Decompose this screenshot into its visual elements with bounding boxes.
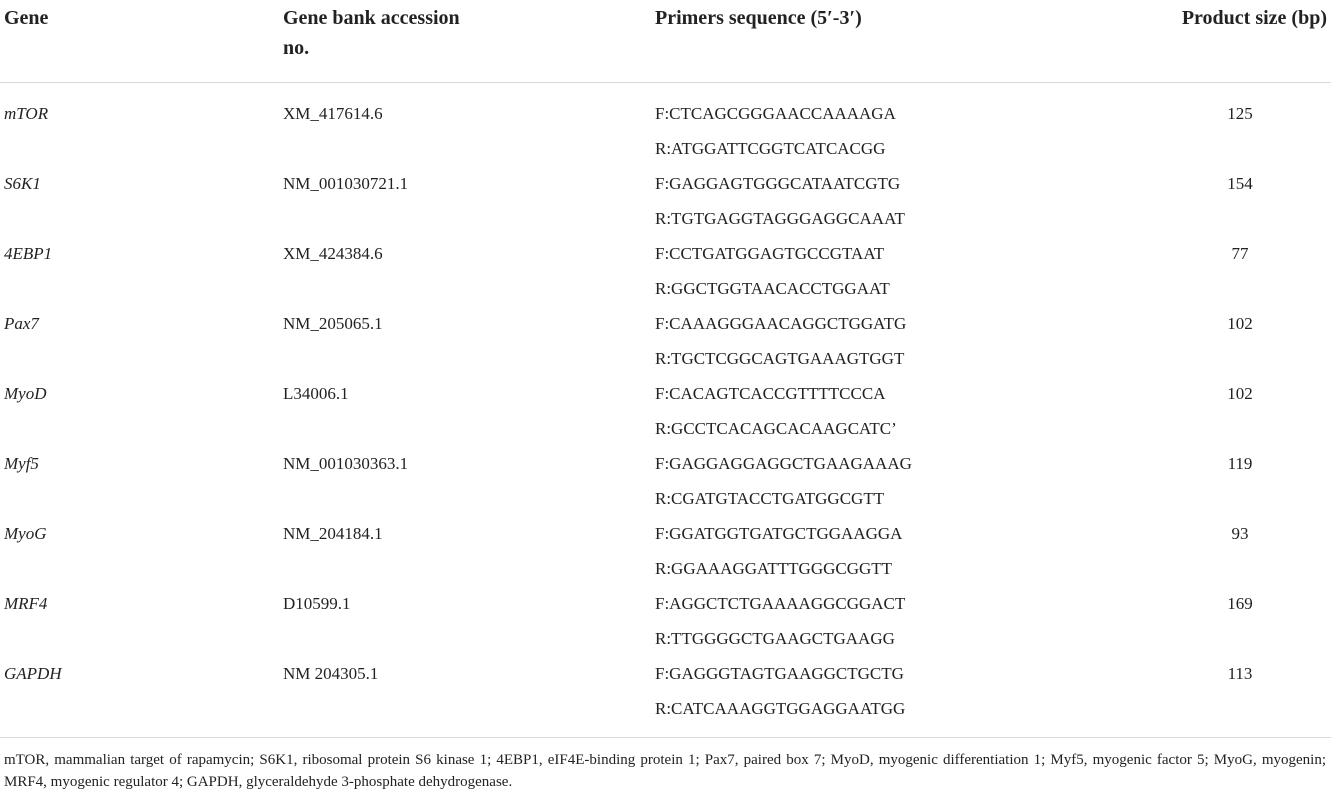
gene-name: MyoG (4, 524, 47, 543)
header-size: Product size (bp) (1181, 7, 1327, 29)
product-size: 77 (1231, 244, 1249, 263)
table-header (0, 0, 1331, 83)
product-size: 102 (1227, 314, 1253, 333)
accession-number: NM_205065.1 (283, 314, 383, 333)
forward-primer: F:GAGGAGTGGGCATAATCGTG (655, 174, 901, 193)
primer-sequences (655, 446, 912, 516)
accession-number: NM_204184.1 (283, 524, 383, 543)
accession-number: XM_417614.6 (283, 104, 383, 123)
reverse-primer: R:GGCTGGTAACACCTGGAAT (655, 279, 890, 298)
primer-sequences (655, 656, 905, 726)
table-row (0, 166, 1331, 236)
header-primers: Primers sequence (5′-3′) (655, 7, 862, 29)
reverse-primer: R:GGAAAGGATTTGGGCGGTT (655, 559, 893, 578)
primer-sequences (655, 516, 902, 586)
forward-primer: F:AGGCTCTGAAAAGGCGGACT (655, 594, 906, 613)
primer-sequences (655, 586, 905, 656)
gene-name: Myf5 (4, 454, 39, 473)
primer-sequences (655, 306, 906, 376)
gene-name: MRF4 (4, 594, 48, 613)
reverse-primer: R:CGATGTACCTGATGGCGTT (655, 489, 885, 508)
gene-name: MyoD (4, 384, 47, 403)
accession-number: D10599.1 (283, 594, 351, 613)
accession-number: L34006.1 (283, 384, 349, 403)
product-size: 154 (1227, 174, 1253, 193)
gene-name: S6K1 (4, 174, 41, 193)
product-size: 113 (1227, 664, 1253, 683)
primer-sequences (655, 236, 890, 306)
table-bottom-rule (0, 737, 1331, 738)
reverse-primer: R:GCCTCACAGCACAAGCATC’ (655, 419, 897, 438)
accession-number: NM_001030363.1 (283, 454, 409, 473)
table-row (0, 586, 1331, 656)
table-row (0, 376, 1331, 446)
forward-primer: F:GAGGGTAGTGAAGGCTGCTG (655, 664, 904, 683)
table-footnote: mTOR, mammalian target of rapamycin; S6K1, ribosomal protein S6 kinase 1; 4EBP1, eIF4E-binding protein 1; Pax7, paired box 7; MyoD, myogenic differentiation 1; Myf5, myogenic factor 5; MyoG, myogenin; MRF4, myogenic regulator 4; GAPDH, glyceraldehyde 3-phosphate dehydrogenase. (4, 752, 1326, 790)
accession-number: NM 204305.1 (283, 664, 379, 683)
table-row (0, 306, 1331, 376)
table-row (0, 236, 1331, 306)
primer-sequences (655, 376, 897, 446)
gene-name: GAPDH (4, 664, 62, 683)
forward-primer: F:CAAAGGGAACAGGCTGGATG (655, 314, 907, 333)
gene-name: 4EBP1 (4, 244, 53, 263)
gene-name: Pax7 (4, 314, 39, 333)
reverse-primer: R:CATCAAAGGTGGAGGAATGG (655, 699, 906, 718)
gene-name: mTOR (4, 104, 49, 123)
accession-number: XM_424384.6 (283, 244, 383, 263)
forward-primer: F:CACAGTCACCGTTTTCCCA (655, 384, 886, 403)
reverse-primer: R:TTGGGGCTGAAGCTGAAGG (655, 629, 895, 648)
primer-sequences (655, 96, 896, 166)
forward-primer: F:CTCAGCGGGAACCAAAAGA (655, 104, 896, 123)
reverse-primer: R:ATGGATTCGGTCATCACGG (655, 139, 886, 158)
table-row (0, 516, 1331, 586)
forward-primer: F:GAGGAGGAGGCTGAAGAAAG (655, 454, 912, 473)
header-gene: Gene (4, 7, 49, 29)
header-accession: Gene bank accession no. (283, 7, 460, 59)
product-size: 125 (1227, 104, 1253, 123)
table-row (0, 446, 1331, 516)
table-body (0, 96, 1331, 726)
table-row (0, 656, 1331, 726)
table-row (0, 96, 1331, 166)
product-size: 93 (1231, 524, 1249, 543)
primer-sequences (655, 166, 905, 236)
product-size: 119 (1227, 454, 1253, 473)
forward-primer: F:CCTGATGGAGTGCCGTAAT (655, 244, 885, 263)
forward-primer: F:GGATGGTGATGCTGGAAGGA (655, 524, 903, 543)
reverse-primer: R:TGCTCGGCAGTGAAAGTGGT (655, 349, 905, 368)
reverse-primer: R:TGTGAGGTAGGGAGGCAAAT (655, 209, 905, 228)
accession-number: NM_001030721.1 (283, 174, 409, 193)
product-size: 169 (1227, 594, 1253, 613)
product-size: 102 (1227, 384, 1253, 403)
